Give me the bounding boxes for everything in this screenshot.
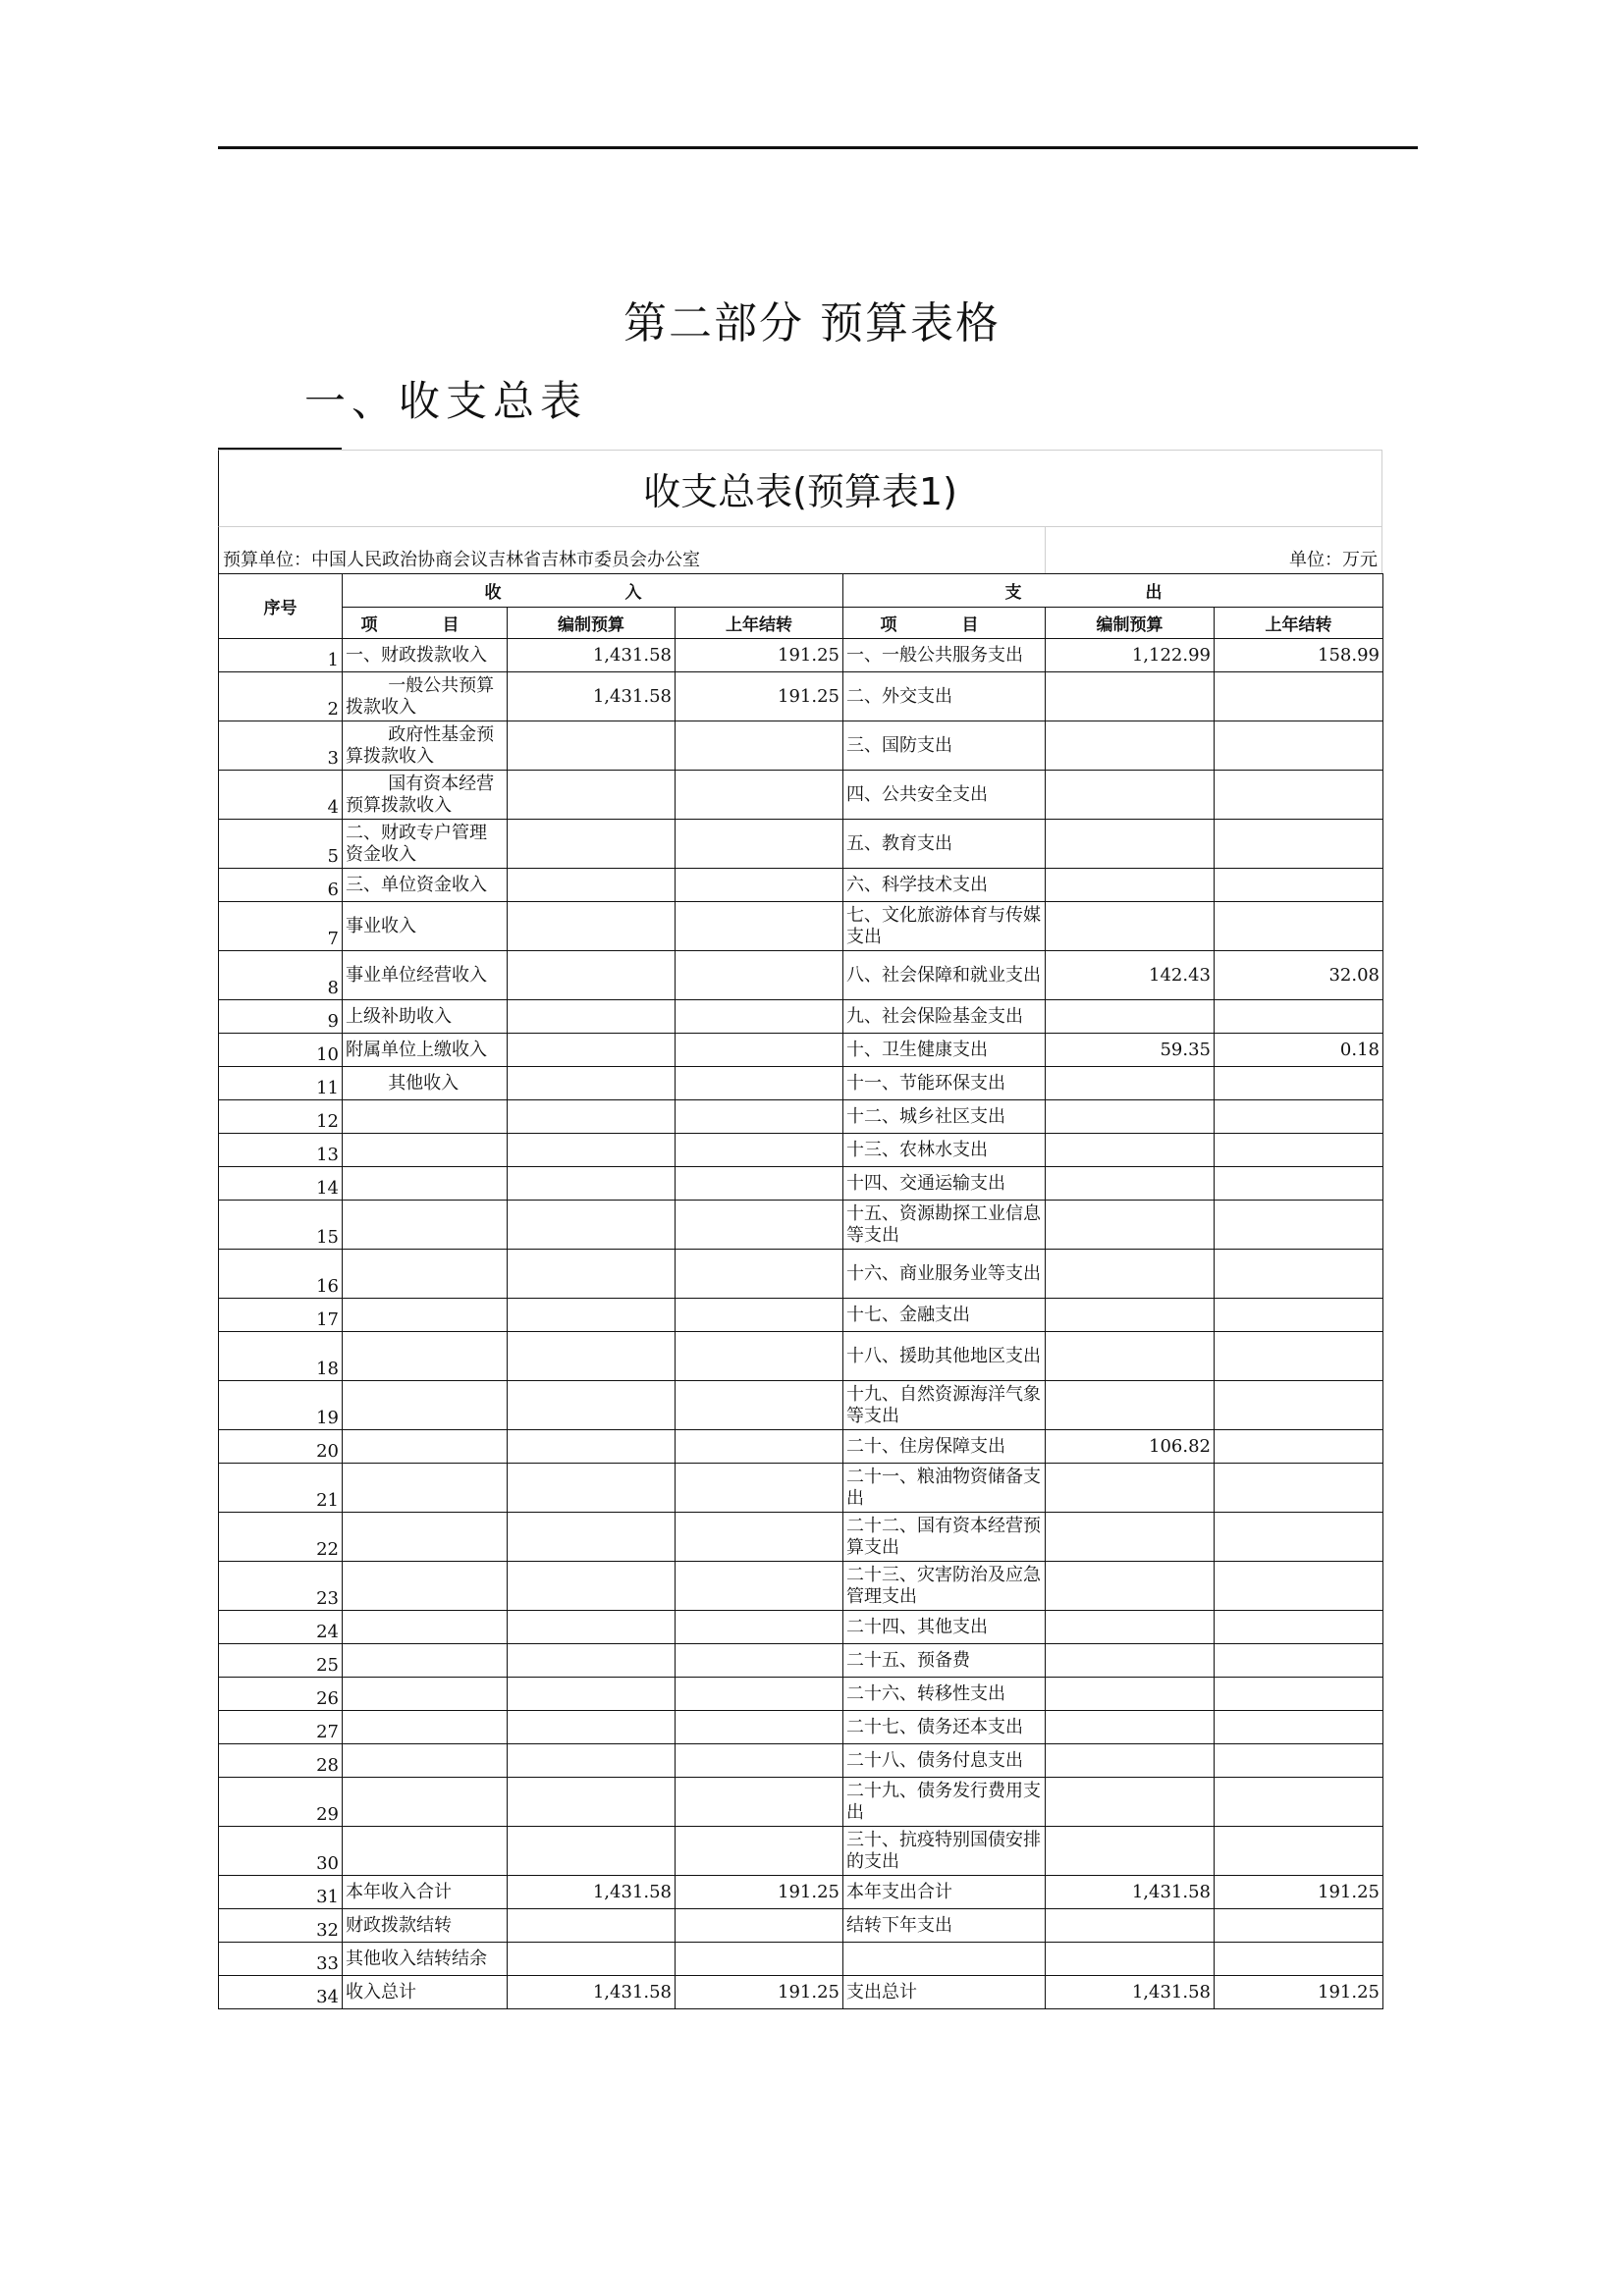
seq-cell: 9: [219, 1000, 343, 1034]
expense-item-cell: 三十、抗疫特别国债安排的支出: [843, 1827, 1046, 1876]
header-income-item: [343, 608, 508, 639]
expense-carryover-cell: [1215, 902, 1383, 951]
expense-carryover-cell: [1215, 721, 1383, 771]
expense-item-cell: 十五、资源勘探工业信息等支出: [843, 1201, 1046, 1250]
table-row: [219, 1167, 1383, 1201]
table-row: [219, 1778, 1383, 1827]
expense-item-cell: 支出总计: [843, 1976, 1046, 2009]
expense-budget-cell: [1046, 1909, 1215, 1943]
income-budget-cell: 1,431.58: [508, 1876, 676, 1909]
expense-carryover-cell: [1215, 1711, 1383, 1744]
income-budget-cell: [508, 1167, 676, 1201]
expense-carryover-cell: [1215, 1250, 1383, 1299]
expense-carryover-cell: [1215, 1332, 1383, 1381]
income-item-cell: [343, 1299, 508, 1332]
income-item-cell: [343, 1827, 508, 1876]
table-row: [219, 1513, 1383, 1562]
table-meta: [218, 526, 1382, 573]
expense-item-cell: 二十五、预备费: [843, 1644, 1046, 1678]
header-income-item-label: 项 目: [360, 615, 489, 635]
table-row: [219, 1827, 1383, 1876]
expense-item-cell: 二十、住房保障支出: [843, 1430, 1046, 1464]
expense-budget-cell: [1046, 1744, 1215, 1778]
expense-carryover-cell: [1215, 1778, 1383, 1827]
income-item-cell: [343, 1611, 508, 1644]
expense-carryover-cell: [1215, 1513, 1383, 1562]
income-item-cell: [343, 1250, 508, 1299]
expense-budget-cell: [1046, 1381, 1215, 1430]
expense-item-cell: 八、社会保障和就业支出: [843, 951, 1046, 1000]
section-title: 一、收支总表: [304, 377, 588, 425]
income-carryover-cell: 191.25: [676, 672, 843, 721]
expense-item-cell: 十七、金融支出: [843, 1299, 1046, 1332]
income-budget-cell: [508, 1430, 676, 1464]
seq-cell: 30: [219, 1827, 343, 1876]
income-carryover-cell: [676, 1430, 843, 1464]
income-carryover-cell: [676, 951, 843, 1000]
income-item-cell: [343, 1464, 508, 1513]
expense-carryover-cell: [1215, 1827, 1383, 1876]
seq-cell: 1: [219, 639, 343, 672]
income-budget-cell: [508, 771, 676, 820]
expense-budget-cell: [1046, 1201, 1215, 1250]
expense-item-cell: 二十四、其他支出: [843, 1611, 1046, 1644]
expense-item-cell: 十六、商业服务业等支出: [843, 1250, 1046, 1299]
expense-budget-cell: [1046, 721, 1215, 771]
seq-cell: 23: [219, 1562, 343, 1611]
income-item-cell: [343, 1711, 508, 1744]
part-title: 第二部分 预算表格: [623, 298, 1001, 348]
expense-carryover-cell: [1215, 1381, 1383, 1430]
expense-carryover-cell: [1215, 1167, 1383, 1201]
header-income: [343, 574, 843, 608]
expense-carryover-cell: [1215, 1611, 1383, 1644]
seq-cell: 27: [219, 1711, 343, 1744]
seq-cell: 26: [219, 1678, 343, 1711]
income-budget-cell: [508, 1332, 676, 1381]
expense-budget-cell: [1046, 869, 1215, 902]
seq-cell: 18: [219, 1332, 343, 1381]
expense-budget-cell: [1046, 771, 1215, 820]
budget-unit: 预算单位：中国人民政治协商会议吉林省吉林市委员会办公室: [219, 527, 1046, 573]
expense-budget-cell: [1046, 1611, 1215, 1644]
expense-item-cell: 六、科学技术支出: [843, 869, 1046, 902]
income-item-cell: [343, 1778, 508, 1827]
expense-item-cell: 二十六、转移性支出: [843, 1678, 1046, 1711]
table-row: [219, 869, 1383, 902]
header-seq: 序号: [219, 574, 343, 639]
income-budget-cell: [508, 1778, 676, 1827]
income-budget-cell: [508, 1100, 676, 1134]
income-budget-cell: [508, 1034, 676, 1067]
income-item-cell: 一、财政拨款收入: [343, 639, 508, 672]
income-item-cell: 其他收入结转结余: [343, 1943, 508, 1976]
income-budget-cell: [508, 1611, 676, 1644]
seq-cell: 11: [219, 1067, 343, 1100]
income-item-cell: [343, 1430, 508, 1464]
expense-budget-cell: [1046, 1067, 1215, 1100]
income-carryover-cell: [676, 869, 843, 902]
income-budget-cell: [508, 869, 676, 902]
income-item-cell: [343, 1644, 508, 1678]
income-budget-cell: [508, 1909, 676, 1943]
seq-cell: 19: [219, 1381, 343, 1430]
expense-carryover-cell: [1215, 672, 1383, 721]
table-row: [219, 1644, 1383, 1678]
income-item-cell: 事业收入: [343, 902, 508, 951]
expense-budget-cell: 142.43: [1046, 951, 1215, 1000]
expense-item-cell: 二、外交支出: [843, 672, 1046, 721]
seq-cell: 2: [219, 672, 343, 721]
expense-carryover-cell: [1215, 820, 1383, 869]
income-budget-cell: 1,431.58: [508, 639, 676, 672]
table-row: [219, 721, 1383, 771]
expense-item-cell: 十八、援助其他地区支出: [843, 1332, 1046, 1381]
income-carryover-cell: [676, 1134, 843, 1167]
seq-cell: 14: [219, 1167, 343, 1201]
table-row: [219, 1034, 1383, 1067]
income-item-cell: 其他收入: [343, 1067, 508, 1100]
expense-budget-cell: [1046, 1134, 1215, 1167]
income-carryover-cell: [676, 1250, 843, 1299]
income-item-cell: 国有资本经营预算拨款收入: [343, 771, 508, 820]
seq-cell: 7: [219, 902, 343, 951]
expense-budget-cell: 1,431.58: [1046, 1976, 1215, 2009]
expense-item-cell: 十三、农林水支出: [843, 1134, 1046, 1167]
expense-budget-cell: 1,431.58: [1046, 1876, 1215, 1909]
income-budget-cell: [508, 1250, 676, 1299]
expense-carryover-cell: [1215, 1909, 1383, 1943]
seq-cell: 20: [219, 1430, 343, 1464]
seq-cell: 22: [219, 1513, 343, 1562]
income-carryover-cell: [676, 1332, 843, 1381]
expense-carryover-cell: [1215, 1744, 1383, 1778]
expense-carryover-cell: [1215, 1678, 1383, 1711]
income-carryover-cell: [676, 1381, 843, 1430]
income-budget-cell: [508, 1513, 676, 1562]
table-row: [219, 820, 1383, 869]
income-budget-cell: [508, 820, 676, 869]
income-budget-cell: [508, 1464, 676, 1513]
expense-carryover-cell: [1215, 1943, 1383, 1976]
expense-item-cell: 二十三、灾害防治及应急管理支出: [843, 1562, 1046, 1611]
seq-cell: 28: [219, 1744, 343, 1778]
seq-cell: 29: [219, 1778, 343, 1827]
header-expense-budget: 编制预算: [1046, 608, 1215, 639]
income-carryover-cell: [676, 721, 843, 771]
income-budget-cell: [508, 1744, 676, 1778]
table-row: [219, 1678, 1383, 1711]
seq-cell: 15: [219, 1201, 343, 1250]
income-budget-cell: [508, 1711, 676, 1744]
income-carryover-cell: 191.25: [676, 639, 843, 672]
income-carryover-cell: [676, 1943, 843, 1976]
table-row: [219, 1201, 1383, 1250]
income-carryover-cell: [676, 1711, 843, 1744]
expense-budget-cell: [1046, 1332, 1215, 1381]
income-carryover-cell: [676, 1034, 843, 1067]
table-row: [219, 902, 1383, 951]
income-budget-cell: [508, 902, 676, 951]
income-budget-cell: [508, 1067, 676, 1100]
seq-cell: 12: [219, 1100, 343, 1134]
seq-cell: 17: [219, 1299, 343, 1332]
income-item-cell: 上级补助收入: [343, 1000, 508, 1034]
table-caption: 收支总表(预算表1): [218, 450, 1382, 526]
income-carryover-cell: [676, 1299, 843, 1332]
income-carryover-cell: [676, 1201, 843, 1250]
income-item-cell: [343, 1201, 508, 1250]
income-item-cell: 三、单位资金收入: [343, 869, 508, 902]
expense-item-cell: 十二、城乡社区支出: [843, 1100, 1046, 1134]
budget-sheet: [218, 450, 1382, 2009]
expense-carryover-cell: [1215, 1067, 1383, 1100]
income-budget-cell: [508, 1644, 676, 1678]
expense-carryover-cell: [1215, 1000, 1383, 1034]
expense-item-cell: 一、一般公共服务支出: [843, 639, 1046, 672]
income-budget-cell: 1,431.58: [508, 1976, 676, 2009]
table-row: [219, 1067, 1383, 1100]
currency-unit: 单位：万元: [1289, 550, 1378, 570]
income-item-cell: 收入总计: [343, 1976, 508, 2009]
seq-cell: 25: [219, 1644, 343, 1678]
expense-item-cell: 四、公共安全支出: [843, 771, 1046, 820]
income-item-cell: [343, 1678, 508, 1711]
seq-cell: 32: [219, 1909, 343, 1943]
income-carryover-cell: [676, 1167, 843, 1201]
income-budget-cell: [508, 1943, 676, 1976]
income-budget-cell: [508, 951, 676, 1000]
seq-cell: 8: [219, 951, 343, 1000]
expense-item-cell: 二十一、粮油物资储备支出: [843, 1464, 1046, 1513]
expense-carryover-cell: 191.25: [1215, 1976, 1383, 2009]
expense-budget-cell: [1046, 1778, 1215, 1827]
expense-budget-cell: [1046, 1644, 1215, 1678]
income-item-cell: [343, 1100, 508, 1134]
income-budget-cell: [508, 721, 676, 771]
income-carryover-cell: 191.25: [676, 1876, 843, 1909]
expense-item-cell: 二十九、债务发行费用支出: [843, 1778, 1046, 1827]
income-item-cell: 财政拨款结转: [343, 1909, 508, 1943]
table-row: [219, 1744, 1383, 1778]
income-item-cell: [343, 1744, 508, 1778]
expense-item-cell: 二十七、债务还本支出: [843, 1711, 1046, 1744]
table-row: [219, 672, 1383, 721]
expense-item-cell: 十、卫生健康支出: [843, 1034, 1046, 1067]
expense-budget-cell: [1046, 1299, 1215, 1332]
expense-budget-cell: 106.82: [1046, 1430, 1215, 1464]
seq-cell: 4: [219, 771, 343, 820]
income-budget-cell: [508, 1299, 676, 1332]
income-budget-cell: [508, 1201, 676, 1250]
expense-budget-cell: [1046, 1711, 1215, 1744]
expense-item-cell: 二十八、债务付息支出: [843, 1744, 1046, 1778]
table-row: [219, 1876, 1383, 1909]
income-carryover-cell: [676, 1827, 843, 1876]
table-row: [219, 951, 1383, 1000]
income-carryover-cell: [676, 1744, 843, 1778]
seq-cell: 33: [219, 1943, 343, 1976]
expense-carryover-cell: [1215, 771, 1383, 820]
income-carryover-cell: [676, 902, 843, 951]
table-row: [219, 1134, 1383, 1167]
table-row: [219, 1976, 1383, 2009]
expense-budget-cell: 1,122.99: [1046, 639, 1215, 672]
seq-cell: 16: [219, 1250, 343, 1299]
income-carryover-cell: [676, 1562, 843, 1611]
expense-item-cell: 十九、自然资源海洋气象等支出: [843, 1381, 1046, 1430]
expense-budget-cell: 59.35: [1046, 1034, 1215, 1067]
table-row: [219, 1611, 1383, 1644]
seq-cell: 21: [219, 1464, 343, 1513]
income-carryover-cell: [676, 1067, 843, 1100]
header-expense-item-label: 项 目: [880, 615, 1008, 635]
income-item-cell: 政府性基金预算拨款收入: [343, 721, 508, 771]
header-income-budget: 编制预算: [508, 608, 676, 639]
expense-budget-cell: [1046, 672, 1215, 721]
table-row: [219, 1381, 1383, 1430]
table-row: [219, 1909, 1383, 1943]
income-expense-table: [218, 573, 1383, 2009]
expense-carryover-cell: [1215, 1201, 1383, 1250]
income-item-cell: 事业单位经营收入: [343, 951, 508, 1000]
expense-carryover-cell: [1215, 1464, 1383, 1513]
income-item-cell: [343, 1167, 508, 1201]
income-budget-cell: [508, 1134, 676, 1167]
expense-carryover-cell: 32.08: [1215, 951, 1383, 1000]
expense-item-cell: 本年支出合计: [843, 1876, 1046, 1909]
expense-budget-cell: [1046, 1250, 1215, 1299]
expense-carryover-cell: [1215, 1100, 1383, 1134]
expense-budget-cell: [1046, 1167, 1215, 1201]
header-expense-item: [843, 608, 1046, 639]
table-row: [219, 639, 1383, 672]
expense-budget-cell: [1046, 820, 1215, 869]
expense-budget-cell: [1046, 1464, 1215, 1513]
expense-budget-cell: [1046, 1100, 1215, 1134]
seq-cell: 10: [219, 1034, 343, 1067]
income-item-cell: [343, 1332, 508, 1381]
expense-carryover-cell: [1215, 1562, 1383, 1611]
income-carryover-cell: [676, 1644, 843, 1678]
income-carryover-cell: [676, 1909, 843, 1943]
income-carryover-cell: [676, 1513, 843, 1562]
expense-item-cell: 五、教育支出: [843, 820, 1046, 869]
header-income-label: 收 入: [484, 583, 701, 603]
header-income-carryover: 上年结转: [676, 608, 843, 639]
seq-cell: 5: [219, 820, 343, 869]
income-budget-cell: [508, 1381, 676, 1430]
expense-carryover-cell: [1215, 1134, 1383, 1167]
income-item-cell: [343, 1562, 508, 1611]
income-carryover-cell: [676, 1100, 843, 1134]
income-item-cell: [343, 1381, 508, 1430]
expense-item-cell: 十四、交通运输支出: [843, 1167, 1046, 1201]
expense-budget-cell: [1046, 902, 1215, 951]
income-carryover-cell: [676, 820, 843, 869]
expense-item-cell: 三、国防支出: [843, 721, 1046, 771]
income-item-cell: 一般公共预算拨款收入: [343, 672, 508, 721]
expense-carryover-cell: 0.18: [1215, 1034, 1383, 1067]
income-carryover-cell: 191.25: [676, 1976, 843, 2009]
table-row: [219, 1299, 1383, 1332]
income-item-cell: 附属单位上缴收入: [343, 1034, 508, 1067]
seq-cell: 31: [219, 1876, 343, 1909]
table-row: [219, 1000, 1383, 1034]
header-rule: [218, 146, 1418, 149]
income-carryover-cell: [676, 1678, 843, 1711]
table-row: [219, 1562, 1383, 1611]
expense-carryover-cell: [1215, 1299, 1383, 1332]
income-carryover-cell: [676, 1000, 843, 1034]
expense-budget-cell: [1046, 1513, 1215, 1562]
expense-budget-cell: [1046, 1000, 1215, 1034]
expense-carryover-cell: [1215, 1644, 1383, 1678]
sheet-corner-rule: [218, 448, 342, 450]
expense-carryover-cell: [1215, 869, 1383, 902]
table-row: [219, 1711, 1383, 1744]
income-budget-cell: [508, 1678, 676, 1711]
income-carryover-cell: [676, 1464, 843, 1513]
income-carryover-cell: [676, 1611, 843, 1644]
table-row: [219, 771, 1383, 820]
expense-carryover-cell: 191.25: [1215, 1876, 1383, 1909]
header-expense-carryover: 上年结转: [1215, 608, 1383, 639]
table-row: [219, 1430, 1383, 1464]
header-expense-label: 支 出: [1004, 583, 1221, 603]
expense-budget-cell: [1046, 1678, 1215, 1711]
table-row: [219, 1464, 1383, 1513]
income-budget-cell: 1,431.58: [508, 672, 676, 721]
table-row: [219, 1100, 1383, 1134]
table-row: [219, 1250, 1383, 1299]
income-budget-cell: [508, 1000, 676, 1034]
expense-item-cell: 十一、节能环保支出: [843, 1067, 1046, 1100]
income-budget-cell: [508, 1827, 676, 1876]
expense-item-cell: 二十二、国有资本经营预算支出: [843, 1513, 1046, 1562]
expense-budget-cell: [1046, 1943, 1215, 1976]
header-expense: [843, 574, 1383, 608]
expense-budget-cell: [1046, 1562, 1215, 1611]
income-budget-cell: [508, 1562, 676, 1611]
expense-item-cell: 结转下年支出: [843, 1909, 1046, 1943]
seq-cell: 6: [219, 869, 343, 902]
seq-cell: 34: [219, 1976, 343, 2009]
expense-carryover-cell: 158.99: [1215, 639, 1383, 672]
income-item-cell: [343, 1513, 508, 1562]
expense-item-cell: [843, 1943, 1046, 1976]
income-carryover-cell: [676, 771, 843, 820]
expense-budget-cell: [1046, 1827, 1215, 1876]
expense-carryover-cell: [1215, 1430, 1383, 1464]
income-item-cell: [343, 1134, 508, 1167]
income-item-cell: 二、财政专户管理资金收入: [343, 820, 508, 869]
income-item-cell: 本年收入合计: [343, 1876, 508, 1909]
seq-cell: 13: [219, 1134, 343, 1167]
seq-cell: 24: [219, 1611, 343, 1644]
table-row: [219, 1332, 1383, 1381]
income-carryover-cell: [676, 1778, 843, 1827]
table-body: [219, 639, 1383, 2009]
expense-item-cell: 九、社会保险基金支出: [843, 1000, 1046, 1034]
expense-item-cell: 七、文化旅游体育与传媒支出: [843, 902, 1046, 951]
seq-cell: 3: [219, 721, 343, 771]
table-row: [219, 1943, 1383, 1976]
